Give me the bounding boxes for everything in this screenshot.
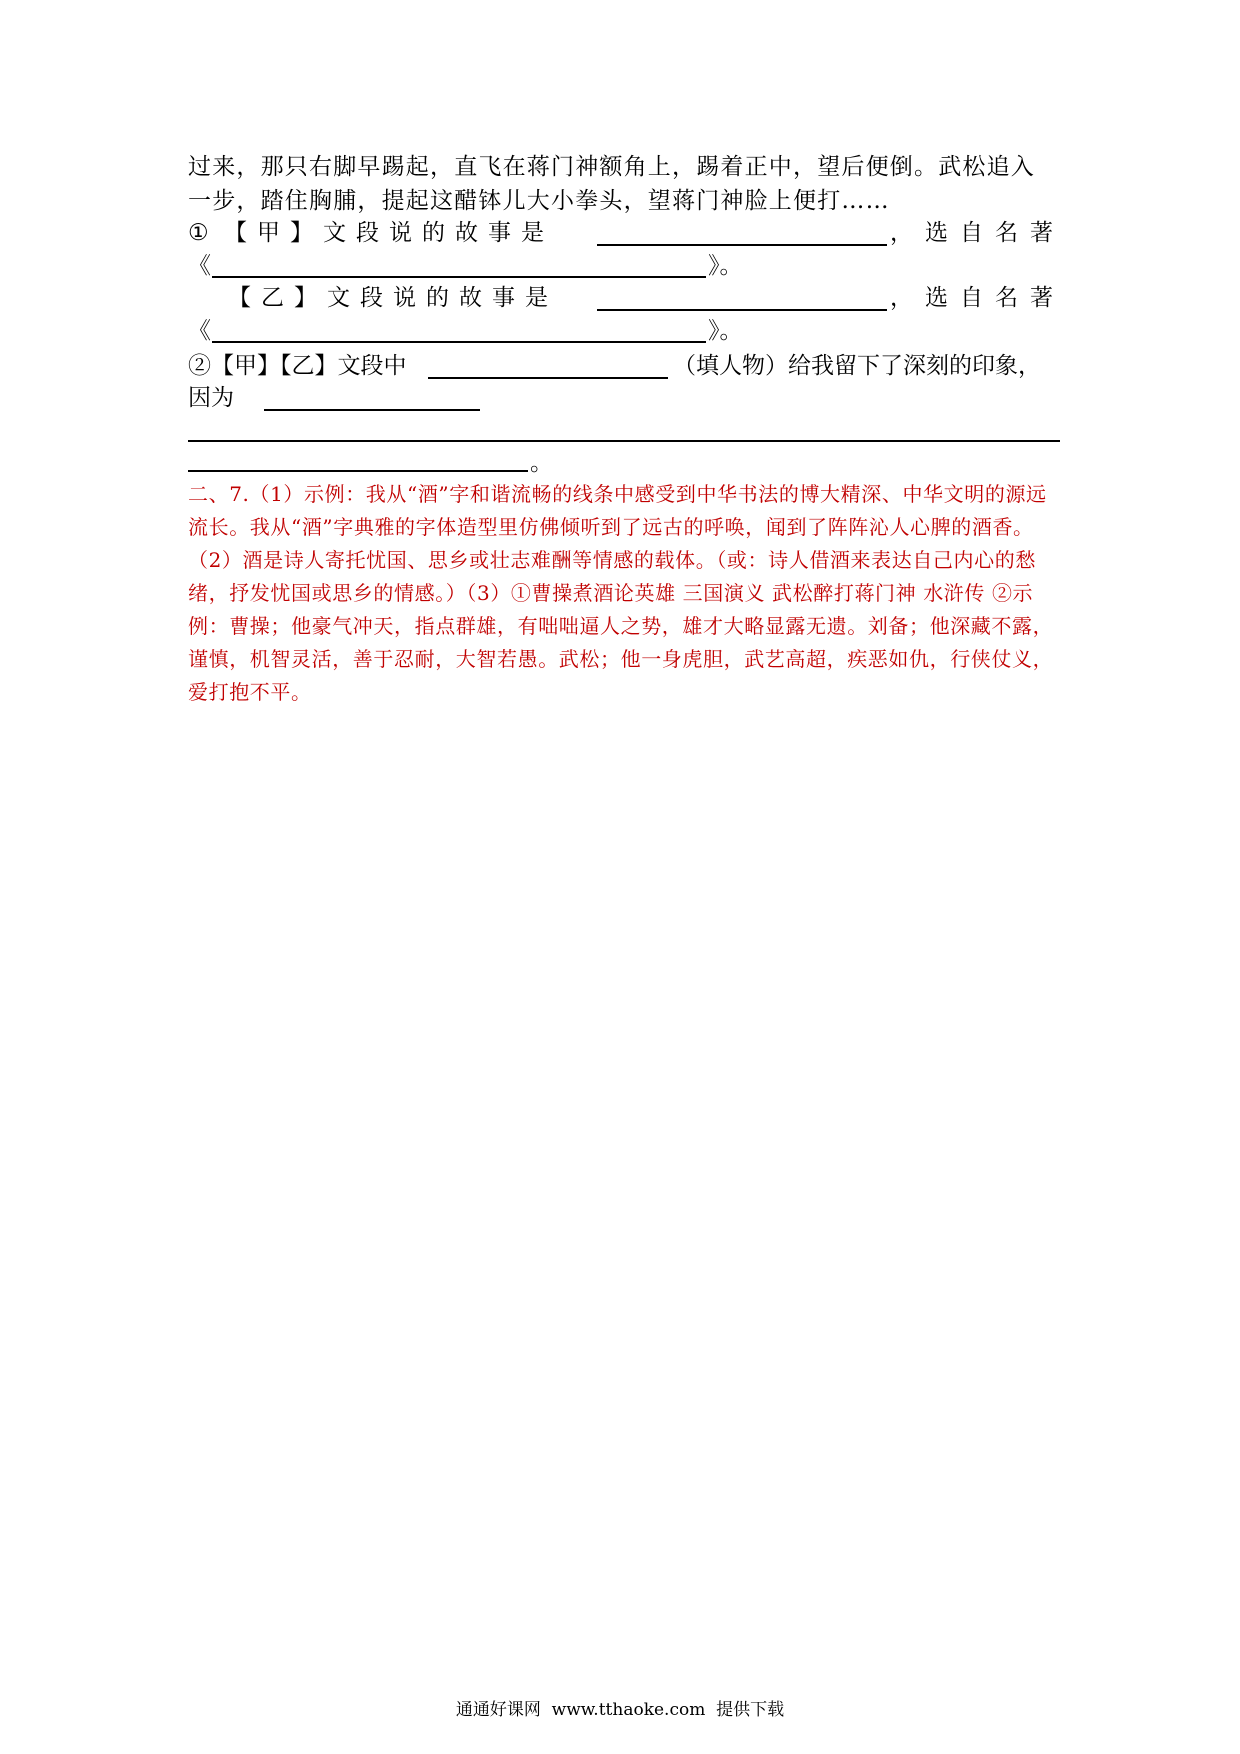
question-2-because-row [188, 383, 268, 413]
book-close-mark-2: 》。 [708, 318, 743, 344]
question-1-yi-book-close [708, 316, 808, 346]
question-1-jia-book-close [708, 251, 808, 281]
question-2-reason-blank-2[interactable] [188, 440, 1060, 442]
question-1-jia-story-blank[interactable] [597, 220, 887, 246]
question-1-jia-select-suffix: ，选自名著 [890, 220, 1065, 246]
question-2-prefix: 【甲】【乙】文段中 [211, 353, 407, 379]
question-2-because: 因为 [188, 385, 234, 411]
question-1-yi-prefix: 【乙】文段说的故事是 [228, 285, 558, 311]
question-1-yi-story-blank[interactable] [597, 285, 887, 311]
question-2-row [188, 351, 428, 381]
passage-line-1-text: 过来，那只右脚早踢起，直飞在蒋门神额角上，踢着正中，望后便倒。武松追入 [188, 154, 1035, 180]
footer [0, 1695, 1240, 1720]
question-1-marker: ① [188, 220, 209, 246]
question-1-jia-source [890, 218, 1065, 248]
question-2-end-mark: 。 [530, 450, 553, 476]
question-2-reason-blank-3[interactable] [188, 470, 528, 472]
question-2-marker: ② [188, 353, 211, 379]
question-2-middle: （填人物）给我留下了深刻的印象， [673, 353, 1041, 379]
question-1-yi-source [890, 283, 1065, 313]
passage-line-2-text: 一步，踏住胸脯，提起这醋钵儿大小拳头，望蒋门神脸上便打…… [188, 188, 890, 214]
book-open-mark: 《 [188, 253, 211, 279]
question-1-yi-row [228, 283, 628, 313]
question-2-end [530, 448, 570, 478]
question-1-yi-select-suffix: ，选自名著 [890, 285, 1065, 311]
passage-line-1 [188, 152, 1060, 182]
answer-key [188, 478, 1060, 709]
passage-line-2 [188, 186, 1060, 216]
book-close-mark: 》。 [708, 253, 743, 279]
book-open-mark-2: 《 [188, 318, 211, 344]
answer-text: 二、7.（1）示例：我从“酒”字和谐流畅的线条中感受到中华书法的博大精深、中华文明的源远流长。我从“酒”字典雅的字体造型里仿佛倾听到了远古的呼唤，闻到了阵阵沁人心脾的酒香。（2）酒是诗人寄托忧国、思乡或壮志难酬等情感的载体。（或：诗人借酒来表达自己内心的愁绪，抒发忧国或思乡的情感。）（3）①曹操煮酒论英雄 三国演义 武松醉打蒋门神 水浒传 ②示例：曹操；他豪气冲天，指点群雄，有咄咄逼人之势，雄才大略显露无遗。刘备；他深藏不露，谨慎，机智灵活，善于忍耐，大智若愚。武松；他一身虎胆，武艺高超，疾恶如仇，行侠仗义，爱打抱不平。 [188, 482, 1054, 704]
question-1-yi-book-blank[interactable] [212, 317, 706, 343]
question-2-middle-row [673, 351, 1063, 381]
question-1-jia-prefix: 【甲】文段说的故事是 [223, 220, 554, 246]
question-2-reason-blank-1[interactable] [264, 385, 480, 411]
question-2-person-blank[interactable] [428, 353, 668, 379]
footer-text: 通通好课网 www.tthaoke.com 提供下载 [455, 1700, 785, 1720]
question-1-jia-book-blank[interactable] [212, 252, 706, 278]
